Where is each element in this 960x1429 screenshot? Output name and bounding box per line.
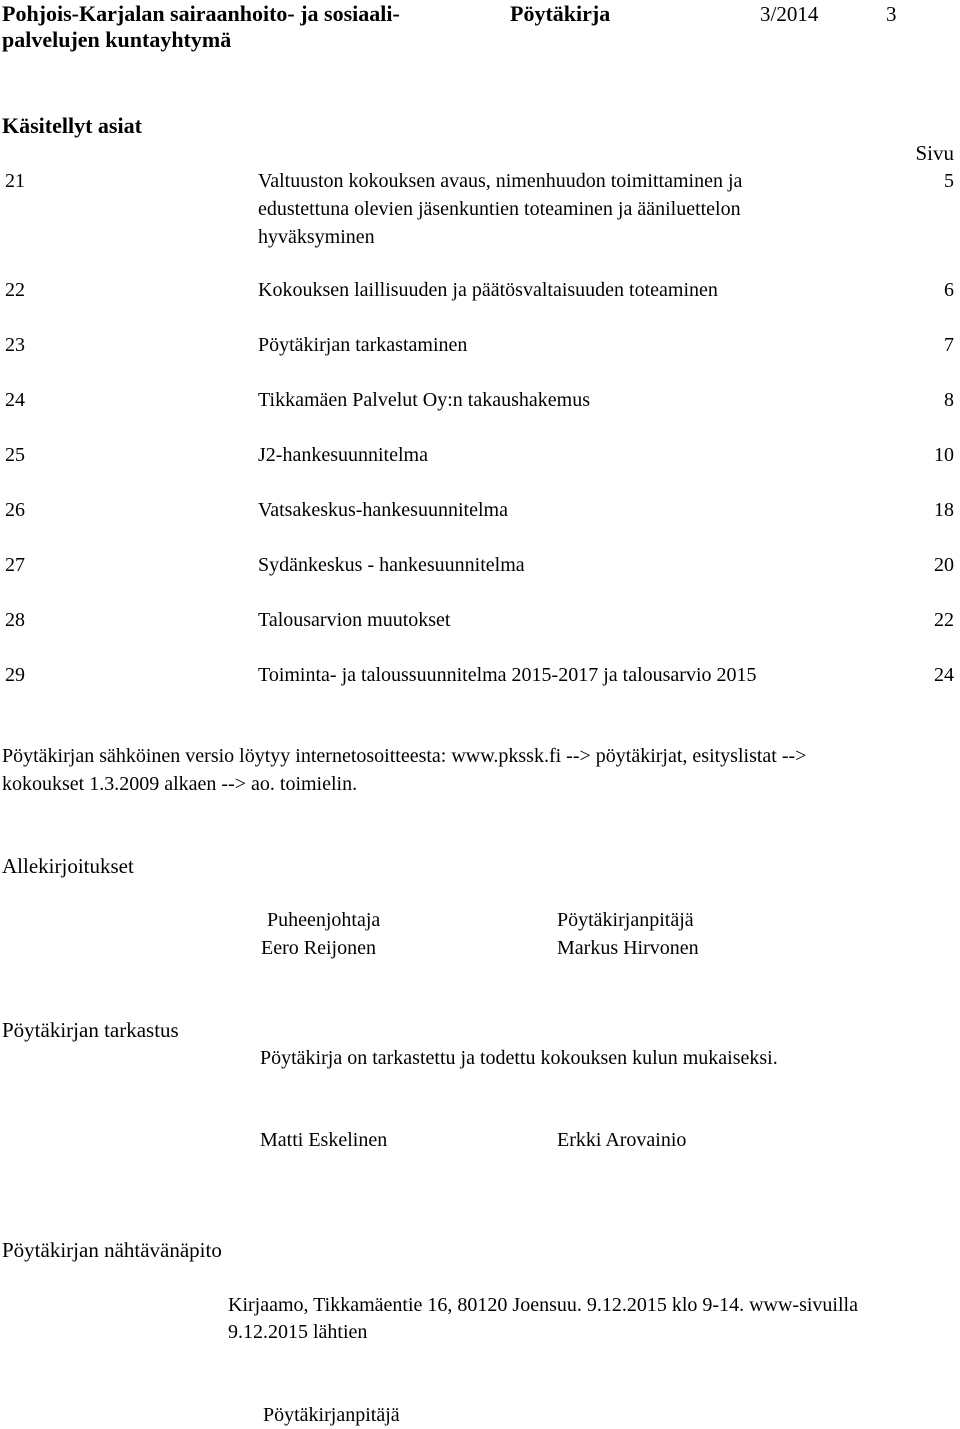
review-title: Pöytäkirjan tarkastus [2, 1018, 179, 1042]
agenda-item-page: 18 [934, 499, 954, 521]
signatures-title: Allekirjoitukset [2, 854, 134, 878]
agenda-item-number: 29 [5, 664, 25, 686]
agenda-item-page: 10 [934, 444, 954, 466]
agenda-item-text: edustettuna olevien jäsenkuntien toteaminen ja ääniluettelon [258, 198, 741, 220]
agenda-item-page: 6 [944, 279, 954, 301]
agenda-item-text: Pöytäkirjan tarkastaminen [258, 334, 468, 356]
agenda-item-text: J2-hankesuunnitelma [258, 444, 428, 466]
agenda-item-text: Tikkamäen Palvelut Oy:n takaushakemus [258, 389, 590, 411]
agenda-item-text: hyväksyminen [258, 226, 375, 248]
agenda-item-text: Vatsakeskus-hankesuunnitelma [258, 499, 508, 521]
agenda-item-text: Talousarvion muutokset [258, 609, 451, 631]
electronic-version-line2: kokoukset 1.3.2009 alkaen --> ao. toimielin. [2, 773, 358, 795]
agenda-item-number: 26 [5, 499, 25, 521]
agenda-item-page: 22 [934, 609, 954, 631]
agenda-item-text: Toiminta- ja taloussuunnitelma 2015-2017 ja talousarvio 2015 [258, 664, 757, 686]
org-name-line1: Pohjois-Karjalan sairaanhoito- ja sosiaali- [2, 1, 400, 26]
display-signer-role: Pöytäkirjanpitäjä [263, 1404, 400, 1426]
agenda-item-text: Valtuuston kokouksen avaus, nimenhuudon toimittaminen ja [258, 170, 743, 192]
page-number: 3 [886, 2, 897, 26]
agenda-item-number: 22 [5, 279, 25, 301]
agenda-item-page: 20 [934, 554, 954, 576]
doc-type: Pöytäkirja [510, 1, 611, 26]
agenda-item-number: 21 [5, 170, 25, 192]
doc-number: 3/2014 [760, 2, 819, 26]
agenda-item-number: 23 [5, 334, 25, 356]
display-line1: Kirjaamo, Tikkamäentie 16, 80120 Joensuu. 9.12.2015 klo 9-14. www-sivuilla [228, 1294, 858, 1316]
agenda-item-text: Kokouksen laillisuuden ja päätösvaltaisuuden toteaminen [258, 279, 718, 301]
secretary-role: Pöytäkirjanpitäjä [557, 909, 694, 931]
reviewer-2: Erkki Arovainio [557, 1129, 687, 1151]
agenda-item-number: 28 [5, 609, 25, 631]
org-name-line2: palvelujen kuntayhtymä [2, 27, 232, 52]
chair-role: Puheenjohtaja [267, 909, 381, 931]
agenda-title: Käsitellyt asiat [2, 113, 142, 138]
secretary-name: Markus Hirvonen [557, 937, 699, 959]
reviewer-1: Matti Eskelinen [260, 1129, 388, 1151]
display-title: Pöytäkirjan nähtävänäpito [2, 1238, 222, 1262]
agenda-item-page: 24 [934, 664, 954, 686]
page-column-label: Sivu [915, 141, 954, 165]
review-statement: Pöytäkirja on tarkastettu ja todettu kokouksen kulun mukaiseksi. [260, 1047, 778, 1069]
agenda-item-page: 8 [944, 389, 954, 411]
agenda-item-number: 24 [5, 389, 25, 411]
chair-name: Eero Reijonen [261, 937, 376, 959]
agenda-item-page: 7 [944, 334, 954, 356]
electronic-version-line1: Pöytäkirjan sähköinen versio löytyy internetosoitteesta: www.pkssk.fi --> pöytäkirjat, esityslistat --> [2, 745, 807, 767]
display-line2: 9.12.2015 lähtien [228, 1321, 368, 1343]
agenda-item-text: Sydänkeskus - hankesuunnitelma [258, 554, 525, 576]
agenda-item-number: 25 [5, 444, 25, 466]
agenda-item-number: 27 [5, 554, 25, 576]
agenda-item-page: 5 [944, 170, 954, 192]
